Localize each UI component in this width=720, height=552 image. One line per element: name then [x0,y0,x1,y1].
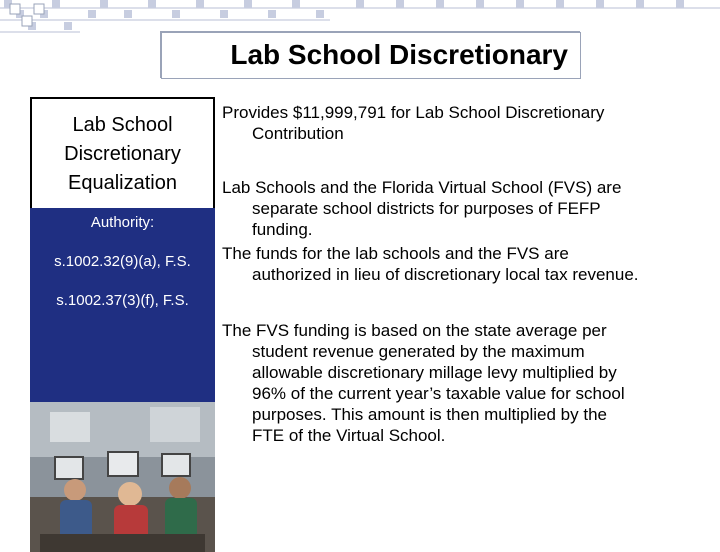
bullet-line: FTE of the Virtual School. [252,426,446,445]
bullet-line: The funds for the lab schools and the FVS are [222,244,569,263]
authority-label: Authority: [90,214,155,231]
bullet-funds-in-lieu [222,243,712,285]
heading-line-1: Lab School [72,114,173,136]
title-bar [160,31,580,78]
bullet-line: 96% of the current year’s taxable value for school [252,384,625,403]
bullet-line: Contribution [252,124,344,143]
heading-line-2: Discretionary [64,143,181,165]
classroom-photo [30,402,215,552]
bullet-line: Lab Schools and the Florida Virtual School (FVS) are [222,178,622,197]
slide-title: Lab School Discretionary [230,39,568,70]
statute-citation-2: s.1002.37(3)(f), F.S. [56,292,189,309]
bullet-line: allowable discretionary millage levy multiplied by [252,363,617,382]
bullet-line: separate school districts for purposes of FEFP [252,199,601,218]
bullet-line: funding. [252,220,313,239]
authority-block [30,208,215,402]
bullet-lab-school-funding [222,102,712,144]
statute-citation-1: s.1002.32(9)(a), F.S. [54,253,191,270]
bullet-separate-districts [222,177,712,240]
heading-line-3: Equalization [68,172,177,194]
bullet-line: authorized in lieu of discretionary local tax revenue. [252,265,639,284]
bullet-line: purposes. This amount is then multiplied by the [252,405,607,424]
bullet-line: Provides $11,999,791 for Lab School Discretionary [222,103,605,122]
bullet-line: student revenue generated by the maximum [252,342,585,361]
bullet-fvs-funding-basis [222,320,712,446]
side-panel-heading [30,97,215,210]
bullet-line: The FVS funding is based on the state average per [222,321,607,340]
side-panel [30,97,215,452]
